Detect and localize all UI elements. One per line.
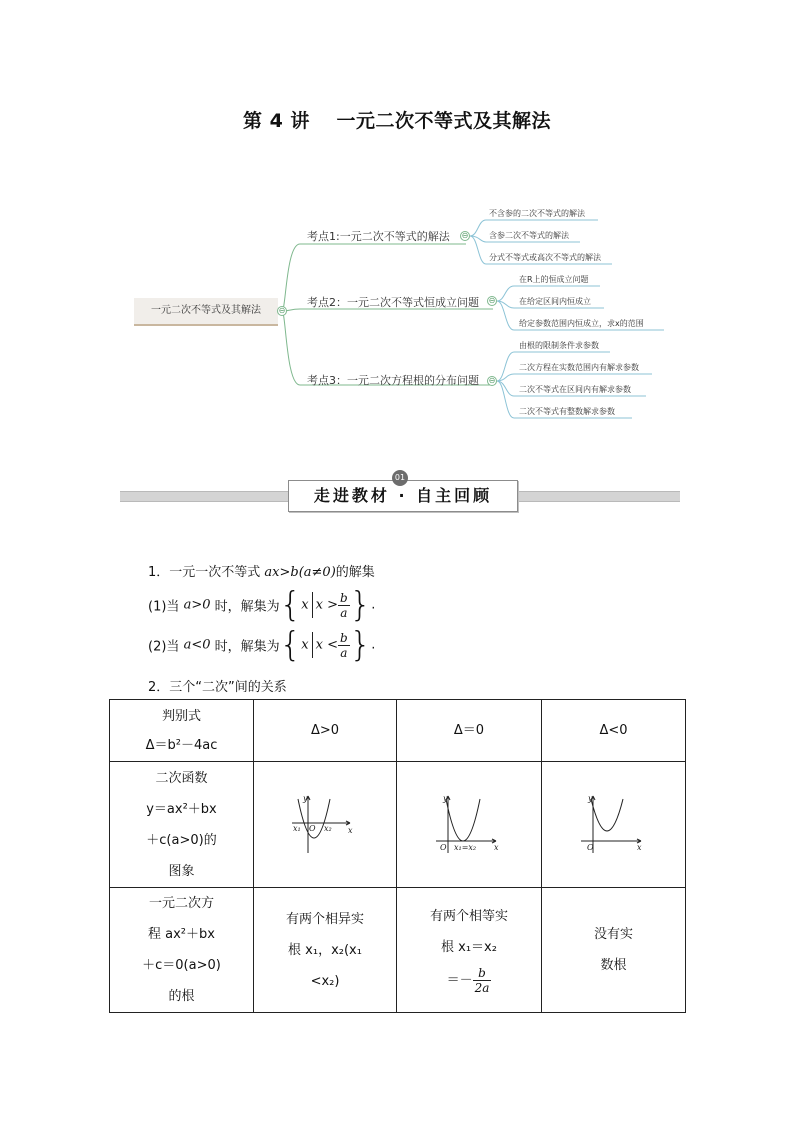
svg-text:x₁: x₁ (293, 823, 301, 833)
svg-text:y: y (587, 793, 593, 803)
table-cell: Δ>0 (254, 700, 397, 762)
svg-text:y: y (443, 793, 448, 803)
collapse-icon[interactable]: ⊖ (488, 376, 496, 385)
mindmap-leaf: 不含参的二次不等式的解法 (489, 209, 585, 218)
mindmap-leaf: 在给定区间内恒成立 (519, 297, 591, 306)
relation-table (109, 699, 686, 1013)
table-cell: 有两个相异实 根 x₁，x₂(x₁ <x₂) (254, 888, 397, 1013)
page-title: 第 4 讲 一元二次不等式及其解法 (242, 110, 552, 132)
parabola-no-root-graph (579, 793, 649, 857)
mindmap-leaf: 二次方程在实数范围内有解求参数 (519, 363, 639, 372)
table-cell (254, 762, 397, 888)
table-cell: 二次函数 y＝ax²＋bx ＋c(a>0)的 图象 (110, 762, 254, 888)
svg-text:x₂: x₂ (324, 823, 332, 833)
table-row (110, 762, 686, 888)
table-cell (397, 762, 542, 888)
collapse-icon[interactable]: ⊖ (461, 231, 469, 240)
mindmap-leaf: 含参二次不等式的解法 (489, 231, 569, 240)
collapse-icon[interactable]: ⊖ (278, 306, 286, 315)
section-badge: 01 (392, 470, 408, 486)
mindmap-root: 一元二次不等式及其解法 (134, 298, 278, 326)
mindmap-leaf: 在R上的恒成立问题 (519, 275, 589, 284)
section-title: 走进教材 · 自主回顾 (288, 480, 518, 512)
table-cell: 判别式 Δ＝b²－4ac (110, 700, 254, 762)
table-cell: 有两个相等实 根 x₁＝x₂ ＝－ $\frac{b}{2a}$ (397, 888, 542, 1013)
table-cell (542, 762, 686, 888)
parabola-two-roots-graph (290, 793, 360, 857)
mindmap-leaf: 由根的限制条件求参数 (519, 341, 599, 350)
table-row (110, 888, 686, 1013)
item1-heading: 1．一元一次不等式 ax>b(a≠0)的解集 (148, 565, 375, 580)
item1-case2: (2)当 a<0 时，解集为{x x < $\frac{b}{a}$ }. (148, 625, 376, 665)
mindmap-branch-2: 考点2：一元二次不等式恒成立问题 (307, 296, 479, 309)
svg-text:O: O (586, 842, 594, 852)
svg-text:y: y (303, 793, 308, 803)
mindmap-leaf: 分式不等式或高次不等式的解法 (489, 253, 601, 262)
mindmap-branch-3: 考点3：一元二次方程根的分布问题 (307, 374, 479, 387)
table-cell: Δ<0 (542, 700, 686, 762)
mindmap-branch-1: 考点1:一元二次不等式的解法 (307, 230, 450, 243)
parabola-double-root-graph (434, 793, 504, 857)
svg-text:O: O (440, 842, 447, 852)
table-cell: Δ＝0 (397, 700, 542, 762)
svg-text:O: O (309, 823, 316, 833)
svg-text:x: x (348, 825, 353, 835)
table-cell: 一元二次方 程 ax²＋bx ＋c＝0(a>0) 的根 (110, 888, 254, 1013)
svg-text:x: x (494, 842, 499, 852)
table-row (110, 700, 686, 762)
mindmap-leaf: 给定参数范围内恒成立，求x的范围 (519, 319, 644, 328)
mindmap-leaf: 二次不等式在区间内有解求参数 (519, 385, 631, 394)
item1-case1: (1)当 a>0 时，解集为{x x > $\frac{b}{a}$ }. (148, 585, 376, 625)
svg-text:x: x (636, 842, 642, 852)
table-cell: 没有实 数根 (542, 888, 686, 1013)
mindmap-leaf: 二次不等式有整数解求参数 (519, 407, 615, 416)
collapse-icon[interactable]: ⊖ (488, 296, 496, 305)
item2-heading: 2．三个“二次”间的关系 (148, 680, 287, 695)
svg-text:x₁=x₂: x₁=x₂ (454, 842, 477, 852)
